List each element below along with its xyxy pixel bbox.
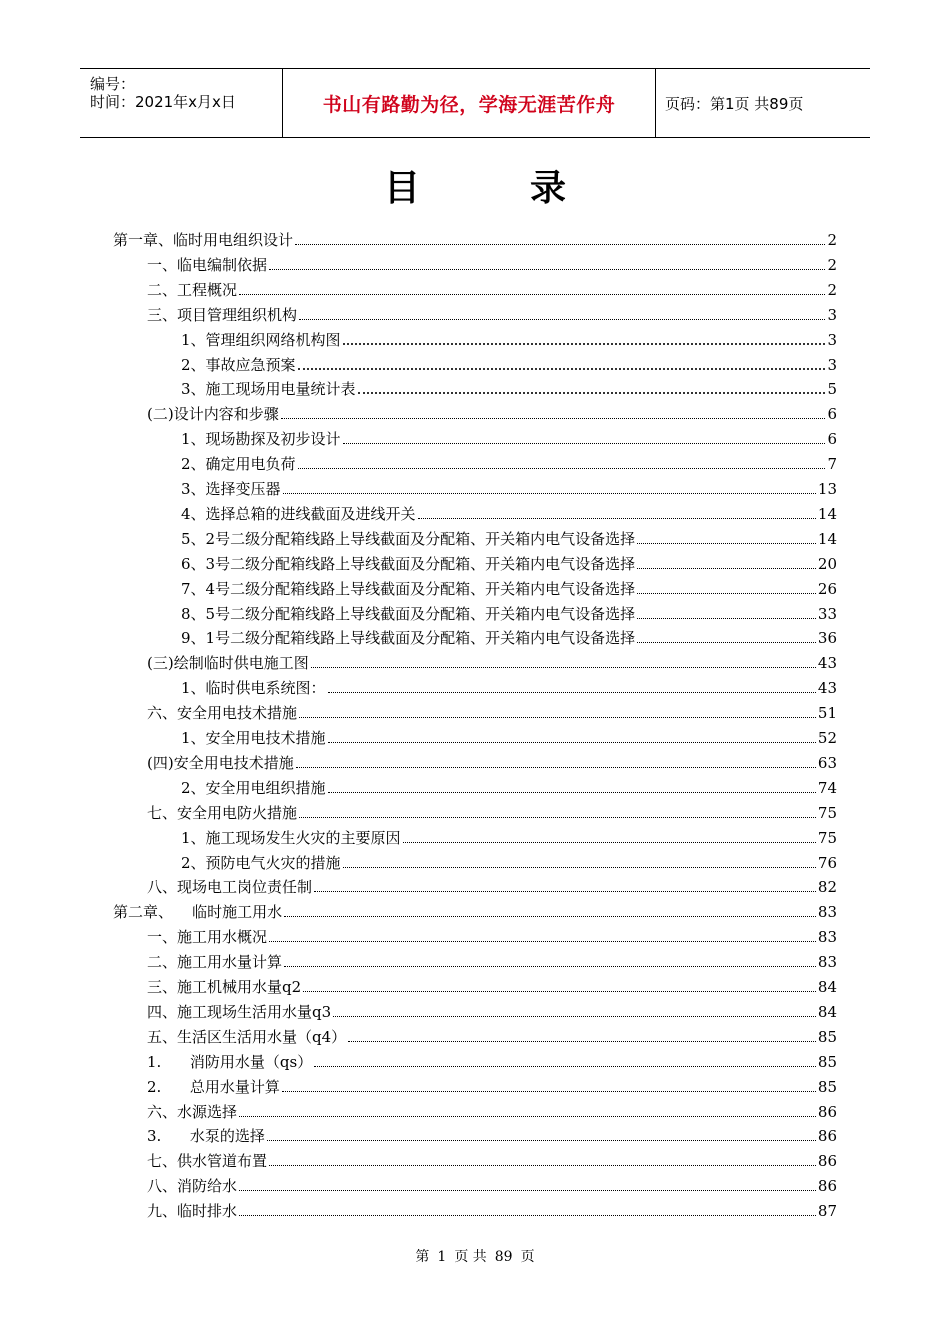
toc-entry-label: 三、项目管理组织机构 — [147, 305, 298, 324]
toc-entry-label: 八、现场电工岗位责任制 — [147, 878, 313, 897]
toc-entry[interactable] — [147, 701, 837, 723]
toc-entry-page: 86 — [817, 1127, 837, 1146]
toc-entry[interactable] — [181, 602, 837, 624]
toc-entry-label: 二、工程概况 — [147, 280, 238, 299]
toc-leader-dots — [295, 243, 825, 245]
toc-entry-label: 一、临电编制依据 — [147, 255, 268, 274]
toc-entry-page: 75 — [817, 828, 837, 847]
footer-suffix: 页 — [520, 1249, 535, 1265]
toc-entry[interactable] — [147, 925, 837, 947]
toc-entry-label: 五、生活区生活用水量（q4） — [147, 1027, 347, 1046]
toc-entry[interactable] — [147, 402, 837, 424]
toc-entry-label: 七、供水管道布置 — [147, 1152, 268, 1171]
toc-entry-page: 84 — [817, 1002, 837, 1021]
toc-leader-dots — [328, 791, 816, 793]
toc-leader-dots — [637, 617, 816, 619]
toc-leader-dots — [284, 965, 816, 967]
toc-leader-dots — [314, 1065, 816, 1067]
toc-entry-label: (三)绘制临时供电施工图 — [147, 654, 309, 673]
toc-entry-label: 4、选择总箱的进线截面及进线开关 — [181, 504, 416, 523]
toc-leader-dots — [358, 391, 826, 394]
toc-entry-page: 2 — [827, 231, 837, 249]
doc-code-label: 编号： — [90, 75, 136, 93]
toc-entry-page: 2 — [827, 280, 837, 299]
toc-entry[interactable] — [181, 626, 837, 648]
toc-leader-dots — [239, 1189, 816, 1191]
toc-entry-page: 82 — [817, 878, 837, 897]
toc-leader-dots — [282, 1090, 816, 1092]
toc-entry[interactable] — [147, 751, 837, 773]
toc-leader-dots — [637, 641, 816, 643]
toc-leader-dots — [303, 990, 816, 992]
toc-entry-label: 2. 总用水量计算 — [147, 1077, 280, 1096]
toc-entry[interactable] — [147, 1000, 837, 1022]
toc-entry-label: 8、5号二级分配箱线路上导线截面及分配箱、开关箱内电气设备选择 — [181, 604, 636, 623]
toc-leader-dots — [284, 915, 816, 917]
toc-entry-page: 3 — [827, 355, 837, 374]
toc-entry[interactable] — [147, 1025, 837, 1047]
toc-entry-label: 1、现场勘探及初步设计 — [181, 430, 341, 449]
toc-entry-page: 83 — [817, 953, 837, 972]
toc-entry-label: 2、确定用电负荷 — [181, 455, 296, 474]
toc-entry[interactable] — [181, 427, 837, 449]
toc-entry-label: 第一章、临时用电组织设计 — [113, 231, 294, 249]
toc-entry[interactable] — [147, 1050, 837, 1072]
toc-entry-page: 87 — [817, 1202, 837, 1221]
toc-entry[interactable] — [147, 1174, 837, 1196]
toc-entry[interactable] — [113, 228, 837, 250]
toc-entry-page: 3 — [827, 305, 837, 324]
toc-entry[interactable] — [147, 801, 837, 823]
toc-leader-dots — [418, 517, 816, 519]
toc-entry-label: 5、2号二级分配箱线路上导线截面及分配箱、开关箱内电气设备选择 — [181, 529, 636, 548]
toc-entry-label: 6、3号二级分配箱线路上导线截面及分配箱、开关箱内电气设备选择 — [181, 554, 636, 573]
toc-entry[interactable] — [181, 577, 837, 599]
toc-leader-dots — [637, 542, 816, 544]
toc-entry-label: 3、选择变压器 — [181, 480, 281, 498]
toc-entry-label: 六、水源选择 — [147, 1102, 238, 1121]
toc-entry-page: 13 — [817, 480, 837, 498]
toc-leader-dots — [299, 816, 816, 818]
toc-leader-dots — [239, 1214, 816, 1216]
toc-leader-dots — [299, 716, 816, 718]
toc-entry[interactable] — [181, 527, 837, 549]
toc-entry[interactable] — [147, 651, 837, 673]
toc-entry[interactable] — [147, 278, 837, 300]
toc-leader-dots — [328, 741, 816, 743]
toc-leader-dots — [298, 367, 826, 370]
toc-leader-dots — [328, 691, 816, 693]
toc-entry[interactable] — [147, 303, 837, 325]
toc-leader-dots — [239, 293, 825, 295]
toc-entry[interactable] — [181, 353, 837, 375]
toc-entry[interactable] — [181, 826, 837, 848]
toc-leader-dots — [281, 417, 826, 419]
toc-entry[interactable] — [181, 452, 837, 474]
toc-entry-label: 四、施工现场生活用水量q3 — [147, 1002, 332, 1021]
toc-leader-dots — [348, 1040, 816, 1042]
toc-entry[interactable] — [181, 477, 837, 499]
toc-leader-dots — [343, 442, 826, 444]
toc-entry-label: 九、临时排水 — [147, 1202, 238, 1221]
toc-entry-page: 83 — [817, 928, 837, 947]
toc-entry-page: 36 — [817, 629, 837, 648]
footer-middle: 页 共 — [454, 1249, 487, 1265]
page-footer — [0, 1246, 950, 1266]
toc-entry[interactable] — [147, 875, 837, 897]
toc-entry-page: 85 — [817, 1027, 837, 1046]
toc-entry-page: 75 — [817, 803, 837, 822]
toc-entry-page: 74 — [817, 778, 837, 797]
toc-leader-dots — [296, 766, 816, 768]
toc-entry-label: 七、安全用电防火措施 — [147, 803, 298, 822]
doc-date-label: 时间：2021年x月x日 — [90, 93, 236, 111]
toc-entry-label: 第二章、 临时施工用水 — [113, 903, 283, 922]
toc-entry-page: 51 — [817, 704, 837, 723]
toc-entry-label: 二、施工用水量计算 — [147, 953, 283, 972]
toc-entry[interactable] — [181, 502, 837, 524]
toc-entry-page: 2 — [827, 255, 837, 274]
toc-entry-page: 83 — [817, 903, 837, 922]
toc-entry-label: 3、施工现场用电量统计表 — [181, 380, 356, 399]
toc-entry-page: 7 — [827, 455, 837, 474]
toc-entry[interactable] — [181, 726, 837, 748]
toc-entry-page: 86 — [817, 1102, 837, 1121]
toc-entry-label: 2、预防电气火灾的措施 — [181, 853, 341, 872]
toc-leader-dots — [343, 342, 826, 345]
toc-entry-page: 86 — [817, 1152, 837, 1171]
toc-entry-label: 1、临时供电系统图： — [181, 679, 326, 698]
toc-leader-dots — [269, 940, 816, 942]
toc-entry-page: 86 — [817, 1177, 837, 1196]
toc-leader-dots — [314, 890, 816, 892]
toc-entry[interactable] — [113, 900, 837, 922]
toc-entry[interactable] — [181, 328, 837, 350]
toc-entry-page: 52 — [817, 729, 837, 747]
header-meta — [80, 69, 282, 137]
toc-entry-label: 八、消防给水 — [147, 1177, 238, 1196]
toc-entry-page: 14 — [817, 529, 837, 548]
toc-entry-label: 3. 水泵的选择 — [147, 1127, 265, 1146]
toc-entry[interactable] — [147, 1124, 837, 1146]
toc-leader-dots — [283, 492, 816, 494]
toc-entry-label: 7、4号二级分配箱线路上导线截面及分配箱、开关箱内电气设备选择 — [181, 579, 636, 598]
header-motto: 书山有路勤为径，学海无涯苦作舟 — [282, 69, 656, 137]
toc-entry-label: 2、安全用电组织措施 — [181, 778, 326, 797]
toc-entry-page: 5 — [827, 380, 837, 399]
toc-entry-page: 14 — [817, 504, 837, 523]
toc-entry[interactable] — [181, 377, 837, 399]
toc-leader-dots — [299, 318, 825, 320]
toc-leader-dots — [269, 1164, 816, 1166]
toc-entry-label: 2、事故应急预案 — [181, 355, 296, 374]
toc-leader-dots — [403, 841, 816, 843]
toc-entry[interactable] — [181, 851, 837, 873]
toc-leader-dots — [239, 1115, 816, 1117]
toc-entry[interactable] — [147, 975, 837, 997]
toc-entry-label: 一、施工用水概况 — [147, 928, 268, 947]
page-title: 目录 — [383, 168, 676, 209]
toc-entry[interactable] — [147, 1075, 837, 1097]
toc-entry[interactable] — [147, 1100, 837, 1122]
toc-entry-page: 85 — [817, 1077, 837, 1096]
toc-entry-page: 63 — [817, 753, 837, 772]
toc-leader-dots — [333, 1015, 816, 1017]
toc-entry-label: 1、施工现场发生火灾的主要原因 — [181, 828, 401, 847]
toc-leader-dots — [311, 666, 816, 668]
toc-entry-label: 三、施工机械用水量q2 — [147, 978, 302, 996]
toc-entry[interactable] — [147, 950, 837, 972]
page-header — [80, 68, 870, 138]
toc-entry-page: 33 — [817, 604, 837, 623]
header-page-info: 页码：第1页 共89页 — [665, 94, 804, 113]
toc-entry-label: (四)安全用电技术措施 — [147, 753, 294, 772]
toc-entry[interactable] — [147, 1149, 837, 1171]
toc-entry-page: 84 — [817, 978, 837, 996]
toc-entry-label: 1、管理组织网络机构图 — [181, 330, 341, 349]
footer-current-page: 1 — [437, 1249, 447, 1265]
toc-entry[interactable] — [147, 253, 837, 275]
toc-entry-page: 20 — [817, 554, 837, 573]
toc-entry-label: 9、1号二级分配箱线路上导线截面及分配箱、开关箱内电气设备选择 — [181, 629, 636, 648]
toc-entry-label: 1、安全用电技术措施 — [181, 729, 326, 747]
toc-entry[interactable] — [181, 552, 837, 574]
toc-entry-label: (二)设计内容和步骤 — [147, 405, 279, 424]
toc-entry-page: 6 — [827, 430, 837, 449]
toc-leader-dots — [269, 268, 825, 270]
toc-leader-dots — [298, 467, 826, 469]
toc-entry-label: 1. 消防用水量（qs） — [147, 1052, 313, 1071]
toc-entry[interactable] — [181, 776, 837, 798]
toc-entry-page: 26 — [817, 579, 837, 598]
toc-entry-page: 43 — [817, 679, 837, 698]
toc-entry-page: 43 — [817, 654, 837, 673]
toc-leader-dots — [267, 1139, 816, 1141]
toc-entry[interactable] — [181, 676, 837, 698]
toc-leader-dots — [637, 567, 816, 569]
footer-prefix: 第 — [415, 1249, 430, 1265]
toc-entry[interactable] — [147, 1199, 837, 1221]
toc-entry-page: 85 — [817, 1052, 837, 1071]
toc-entry-label: 六、安全用电技术措施 — [147, 704, 298, 723]
toc-leader-dots — [637, 592, 816, 594]
toc-entry-page: 76 — [817, 853, 837, 872]
toc-leader-dots — [343, 866, 816, 868]
toc-entry-page: 6 — [827, 405, 837, 424]
footer-total-pages: 89 — [494, 1249, 513, 1265]
toc-entry-page: 3 — [827, 330, 837, 349]
